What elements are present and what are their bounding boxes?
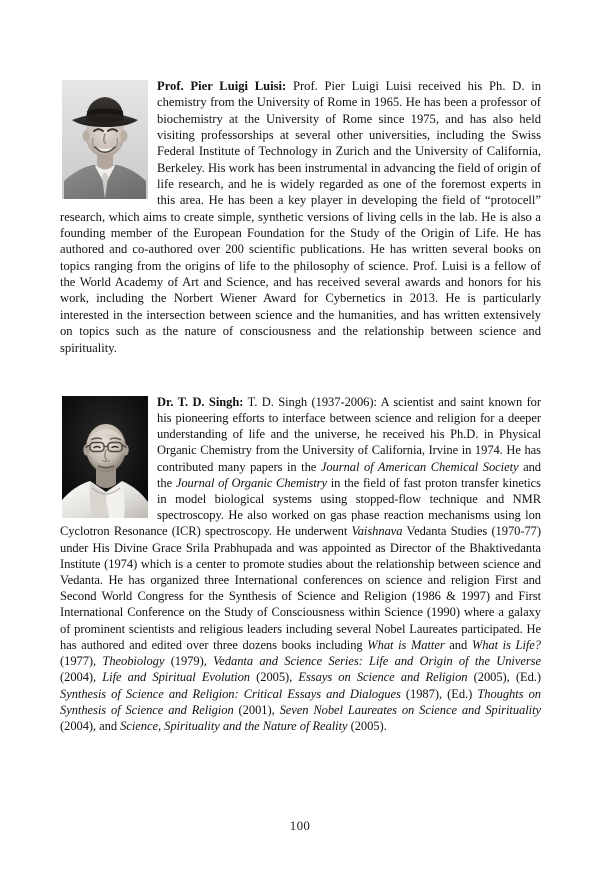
body-text-run: (2005). [347, 718, 387, 733]
entry-lead-label: Prof. Pier Luigi Luisi: [157, 79, 287, 93]
biography-entry-t-d-singh [60, 394, 541, 734]
body-text-run: and the [157, 459, 541, 490]
portrait-illustration-singh [62, 396, 148, 518]
page-number: 100 [289, 818, 311, 833]
body-text-run: (1987), (Ed.) [400, 686, 478, 701]
italic-title-run: Life and Spiritual Evolution [102, 670, 250, 685]
italic-title-run: Seven Nobel Laureates on Science and Spirituality [279, 702, 541, 717]
body-text-run: and [444, 637, 472, 652]
italic-title-run: Vedanta and Science Series: Life and Origin of the Universe [213, 654, 541, 669]
biography-entry-pier-luigi-luisi [60, 78, 541, 356]
italic-title-run: Theobiology [102, 654, 165, 669]
body-text-run: (2004), and [60, 718, 121, 733]
body-text-run: (1977), [60, 654, 103, 669]
body-text-run: in the field of fast proton transfer kinetics in model biological systems using stopped-flow technique and NMR spectroscopy. He also worked on gas phase reaction mechanisms using lon Cyclotron Resonance (ICR) spectroscopy. He underwent [60, 475, 541, 539]
italic-title-run: Synthesis of Science and Religion: Critical Essays and Dialogues [60, 686, 401, 701]
body-text-run: (2005), (Ed.) [467, 670, 541, 685]
italic-title-run: Thoughts on Synthesis of Science and Religion [60, 686, 541, 717]
italic-title-run: Vaishnava [351, 524, 403, 539]
italic-title-run: Journal of Organic Chemistry [175, 475, 327, 490]
entry-body-text: Prof. Pier Luigi Luisi received his Ph. D. in chemistry from the University of Rome in 1965. He has been a professor of biochemistry at the University of Rome since 1975, and has also held visiting professorships at several other universities, including the Swiss Federal Institute of Technology in Zurich and the University of California, Berkeley. His work has been instrumental in advancing the field of origin of life research, and he is widely regarded as one of the foremost experts in this area. He has been a key player in developing the field of “protocell” research, which aims to create simple, synthetic versions of living cells in the lab. He is also a founding member of the European Foundation for the Study of the Origin of Life. He has authored and co-authored over 200 scientific publications. He has written several books on topics ranging from the origins of life to the philosophy of science. Prof. Luisi is a fellow of the World Academy of Art and Science, and has received several awards and honors for his work, including the Norbert Wiener Award for Cybernetics in 2013. He is particularly interested in the intersection between science and the humanities, and has written extensively on topics such as the nature of consciousness and the relationship between science and spirituality. [60, 79, 541, 355]
portrait-frame [62, 80, 148, 199]
portrait-photo-t-d-singh [62, 396, 148, 518]
portrait-frame [62, 396, 148, 518]
portrait-illustration-luisi [62, 80, 148, 199]
italic-title-run: Essays on Science and Religion [298, 670, 468, 685]
page-text-column [60, 78, 541, 734]
portrait-photo-pier-luigi-luisi [62, 80, 148, 199]
body-text-run: Vedanta Studies (1970-77) under His Divine Grace Srila Prabhupada and was appointed as Director of the Bhaktivedanta Institute (1974) which is a center to promote studies about the relationship between science and Vedanta. He has organized three International conferences on science and religion First and Second World Congress for the Synthesis of Science and Religion (1986 & 1997) and First International Conference on the Study of Consciousness within Science (1990) where a galaxy of prominent scientists and religious leaders including several Nobel Laureates participated. He has authored and edited over three dozens books including [60, 524, 541, 652]
body-text-run: (1979), [164, 654, 214, 669]
body-text-run: (2001), [233, 702, 280, 717]
entry-lead-label: Dr. T. D. Singh: [157, 394, 244, 409]
body-text-run: (2005), [250, 670, 299, 685]
italic-title-run: What is Life? [471, 637, 541, 652]
body-text-run: T. D. Singh (1937-2006): A scientist and saint known for his pioneering efforts to interface between science and religion for a deeper understanding of life and the universe, he received his Ph.D. in Physical Organic Chemistry from the University of California, Irvine in 1974. He has contributed many papers in the [157, 394, 541, 474]
italic-title-run: What is Matter [367, 637, 445, 652]
italic-title-run: Journal of American Chemical Society [320, 459, 519, 474]
italic-title-run: Science, Spirituality and the Nature of Reality [120, 718, 348, 733]
body-text-run: (2004), [60, 670, 103, 685]
